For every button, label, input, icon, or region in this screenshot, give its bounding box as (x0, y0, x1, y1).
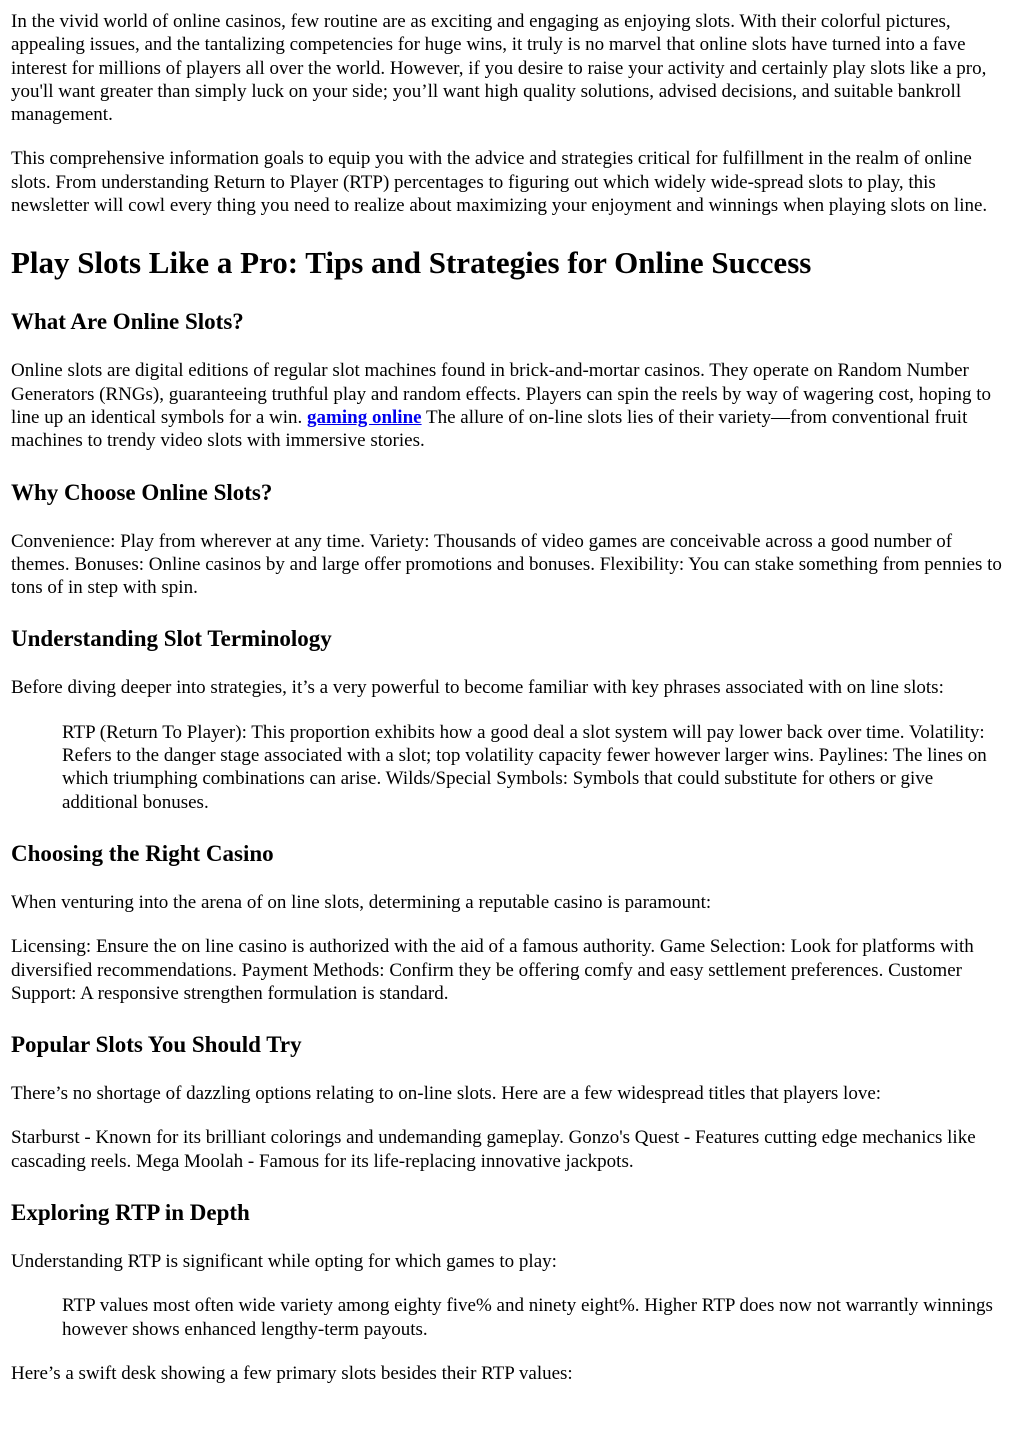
heading-why-choose-online-slots: Why Choose Online Slots? (11, 479, 273, 505)
rtp-outro: Here’s a swift desk showing a few primary slots besides their RTP values: (11, 1362, 573, 1384)
heading-choosing-the-right-casino: Choosing the Right Casino (11, 840, 274, 866)
what-text-before-link: Online slots are digital editions of regular slot machines found in brick-and-mortar casinos. They operate on Random Number Generators (RNGs), guaranteeing truthful play and random effects. Players can spin the reels by way of wagering cost, hoping to line up an identical symbols for a win. (11, 360, 991, 428)
heading-popular-slots: Popular Slots You Should Try (11, 1032, 302, 1058)
heading-what-are-online-slots: What Are Online Slots? (11, 309, 244, 335)
rtp-quote: RTP values most often wide variety among eighty five% and ninety eight%. Higher RTP does now not warrantly winnings however shows enhanced lengthy-term payouts. (62, 1295, 993, 1340)
intro-paragraph-2: This comprehensive information goals to equip you with the advice and strategies critical for fulfillment in the realm of online slots. From understanding Return to Player (RTP) percentages to figuring out which widely wide-spread slots to play, this newsletter will cowl every thing you need to realize about maximizing your enjoyment and winnings when playing slots on line. (11, 148, 988, 217)
terminology-intro: Before diving deeper into strategies, it’s a very powerful to become familiar with key phrases associated with on line slots: (11, 677, 944, 699)
intro-paragraph-1: In the vivid world of online casinos, few routine are as exciting and engaging as enjoying slots. With their colorful pictures, appealing issues, and the tantalizing competencies for huge wins, it truly is no marvel that online slots have turned into a fave interest for millions of players all over the world. However, if you desire to raise your activity and certainly play slots like a pro, you'll want greater than simply luck on your side; you’ll want high quality solutions, advised decisions, and suitable bankroll management. (11, 11, 987, 126)
heading-understanding-slot-terminology: Understanding Slot Terminology (11, 626, 332, 652)
casino-paragraph: Licensing: Ensure the on line casino is authorized with the aid of a famous authority. Game Selection: Look for platforms with diversified recommendations. Payment Methods: Confirm they be offering comfy and easy settlement preferences. Customer Support: A responsive strengthen formulation is standard. (11, 936, 974, 1004)
rtp-intro: Understanding RTP is significant while opting for which games to play: (11, 1251, 557, 1273)
popular-intro: There’s no shortage of dazzling options relating to on-line slots. Here are a few widespread titles that players love: (11, 1083, 882, 1105)
popular-paragraph: Starburst - Known for its brilliant colorings and undemanding gameplay. Gonzo's Quest - Features cutting edge mechanics like cascading reels. Mega Moolah - Famous for its life-replacing innovative jackpots. (11, 1127, 976, 1172)
terminology-quote: RTP (Return To Player): This proportion exhibits how a good deal a slot system will pay lower back over time. Volatility: Refers to the danger stage associated with a slot; top volatility capacity fewer however larger wins. Paylines: The lines on which triumphing combinations can arise. Wilds/Special Symbols: Symbols that could substitute for others or give additional bonuses. (62, 721, 987, 813)
casino-intro: When venturing into the arena of on line slots, determining a reputable casino is paramount: (11, 891, 712, 913)
why-paragraph: Convenience: Play from wherever at any time. Variety: Thousands of video games are conceivable across a good number of themes. Bonuses: Online casinos by and large offer promotions and bonuses. Flexibility: You can stake something from pennies to tons of in step with spin. (11, 530, 1002, 599)
gaming-online-link[interactable]: gaming online (307, 406, 422, 428)
what-paragraph (11, 359, 1013, 452)
what-text-after-link: The allure of on-line slots lies of their variety—from conventional fruit machines to trendy video slots with immersive stories. (11, 406, 968, 452)
heading-exploring-rtp: Exploring RTP in Depth (11, 1200, 250, 1226)
article-title: Play Slots Like a Pro: Tips and Strategies for Online Success (11, 245, 812, 281)
